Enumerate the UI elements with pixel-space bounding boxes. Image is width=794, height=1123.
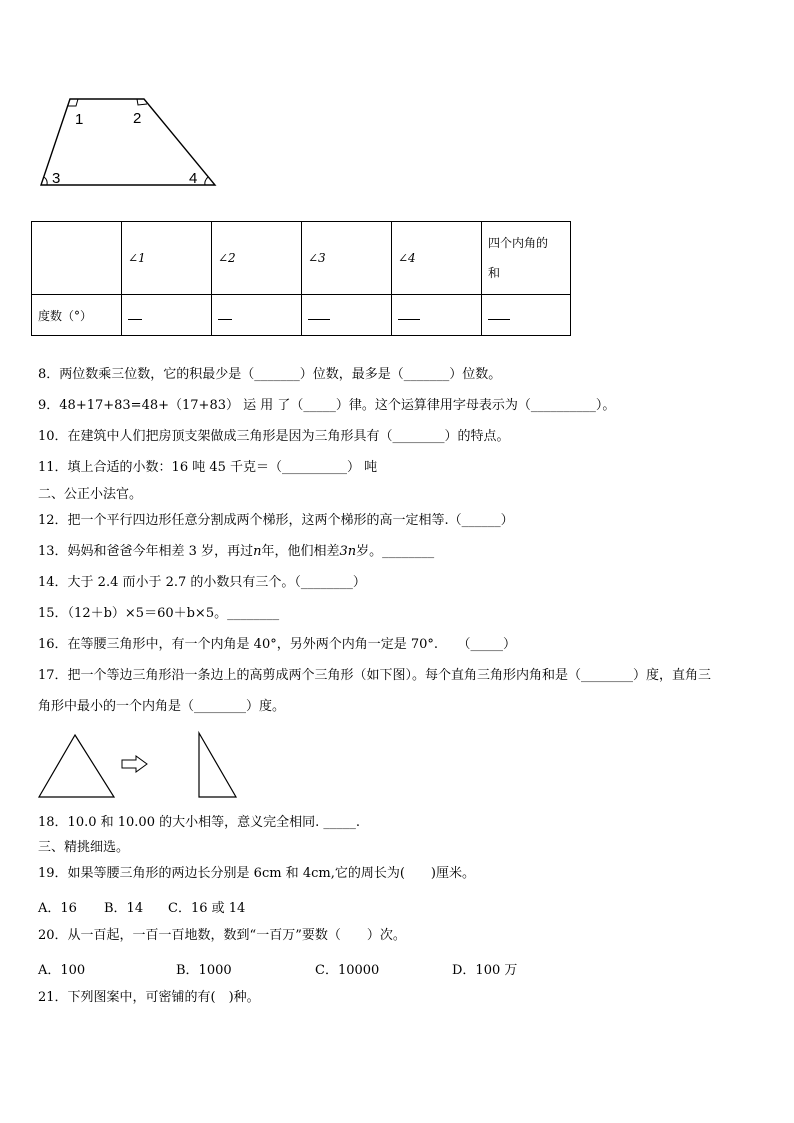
table-header-angle1: ∠1 xyxy=(122,222,212,295)
angle-table xyxy=(31,221,571,336)
q19-option-b[interactable]: B．14 xyxy=(104,901,144,916)
trapezoid-figure xyxy=(0,0,794,200)
q20-option-c[interactable]: C．10000 xyxy=(315,963,380,978)
section-heading-2: 二、公正小法官。 xyxy=(38,487,143,502)
equilateral-triangle xyxy=(39,735,114,797)
table-header-angle3: ∠3 xyxy=(302,222,392,295)
question-15: 15．（12＋b）×5＝60＋b×5。________ xyxy=(38,606,280,621)
question-16: 16．在等腰三角形中，有一个内角是 40°，另外两个内角一定是 70°. （_____） xyxy=(38,637,517,652)
table-corner-cell xyxy=(32,222,122,295)
table-header-angle2: ∠2 xyxy=(212,222,302,295)
table-row-label: 度数（°） xyxy=(32,295,122,336)
q19-option-a[interactable]: A．16 xyxy=(38,901,77,916)
right-triangle xyxy=(199,733,236,797)
answer-blank-angle1[interactable] xyxy=(122,295,212,336)
section-heading-3: 三、精挑细选。 xyxy=(38,840,130,855)
question-11: 11．填上合适的小数：16 吨 45 千克＝（__________） 吨 xyxy=(38,460,378,475)
answer-blank-angle4[interactable] xyxy=(392,295,482,336)
angle-label-1: 1 xyxy=(75,111,84,128)
angle-mark-3 xyxy=(44,177,47,185)
question-14: 14．大于 2.4 而小于 2.7 的小数只有三个。（________） xyxy=(38,575,366,590)
question-13: 13．妈妈和爸爸今年相差 3 岁，再过n年，他们相差3n岁。________ xyxy=(38,544,435,559)
question-20: 20．从一百起，一百一百地数，数到“一百万”要数（ ）次。 xyxy=(38,928,406,943)
q20-option-a[interactable]: A．100 xyxy=(38,963,86,978)
answer-blank-sum[interactable] xyxy=(482,295,571,336)
table-header-angle4: ∠4 xyxy=(392,222,482,295)
angle-mark-4 xyxy=(205,177,208,185)
angle-label-2: 2 xyxy=(133,110,142,127)
angle-label-4: 4 xyxy=(189,170,198,187)
q19-option-c[interactable]: C．16 或 14 xyxy=(168,901,246,916)
angle-label-3: 3 xyxy=(52,170,61,187)
question-8: 8．两位数乘三位数，它的积最少是（_______）位数，最多是（_______）位数。 xyxy=(38,367,502,382)
question-17-line1: 17．把一个等边三角形沿一条边上的高剪成两个三角形（如下图）。每个直角三角形内角和是（________）度，直角三 xyxy=(38,668,712,683)
question-9: 9．48+17+83=48+（17+83） 运 用 了（_____）律。这个运算律用字母表示为（__________）。 xyxy=(38,398,616,413)
table-header-sum: 四个内角的 和 xyxy=(482,222,571,295)
answer-blank-angle3[interactable] xyxy=(302,295,392,336)
question-21: 21．下列图案中，可密铺的有( )种。 xyxy=(38,990,260,1005)
question-19: 19．如果等腰三角形的两边长分别是 6cm 和 4cm,它的周长为( )厘米。 xyxy=(38,866,475,881)
question-17-line2: 角形中最小的一个内角是（________）度。 xyxy=(38,699,286,714)
q20-option-d[interactable]: D．100 万 xyxy=(452,963,518,978)
arrow-icon xyxy=(122,756,147,772)
answer-blank-angle2[interactable] xyxy=(212,295,302,336)
question-10: 10．在建筑中人们把房顶支架做成三角形是因为三角形具有（________）的特点。 xyxy=(38,429,510,444)
question-12: 12．把一个平行四边形任意分割成两个梯形，这两个梯形的高一定相等.（______） xyxy=(38,513,514,528)
question-18: 18．10.0 和 10.00 的大小相等，意义完全相同. _____. xyxy=(38,815,360,830)
q20-option-b[interactable]: B．1000 xyxy=(176,963,232,978)
